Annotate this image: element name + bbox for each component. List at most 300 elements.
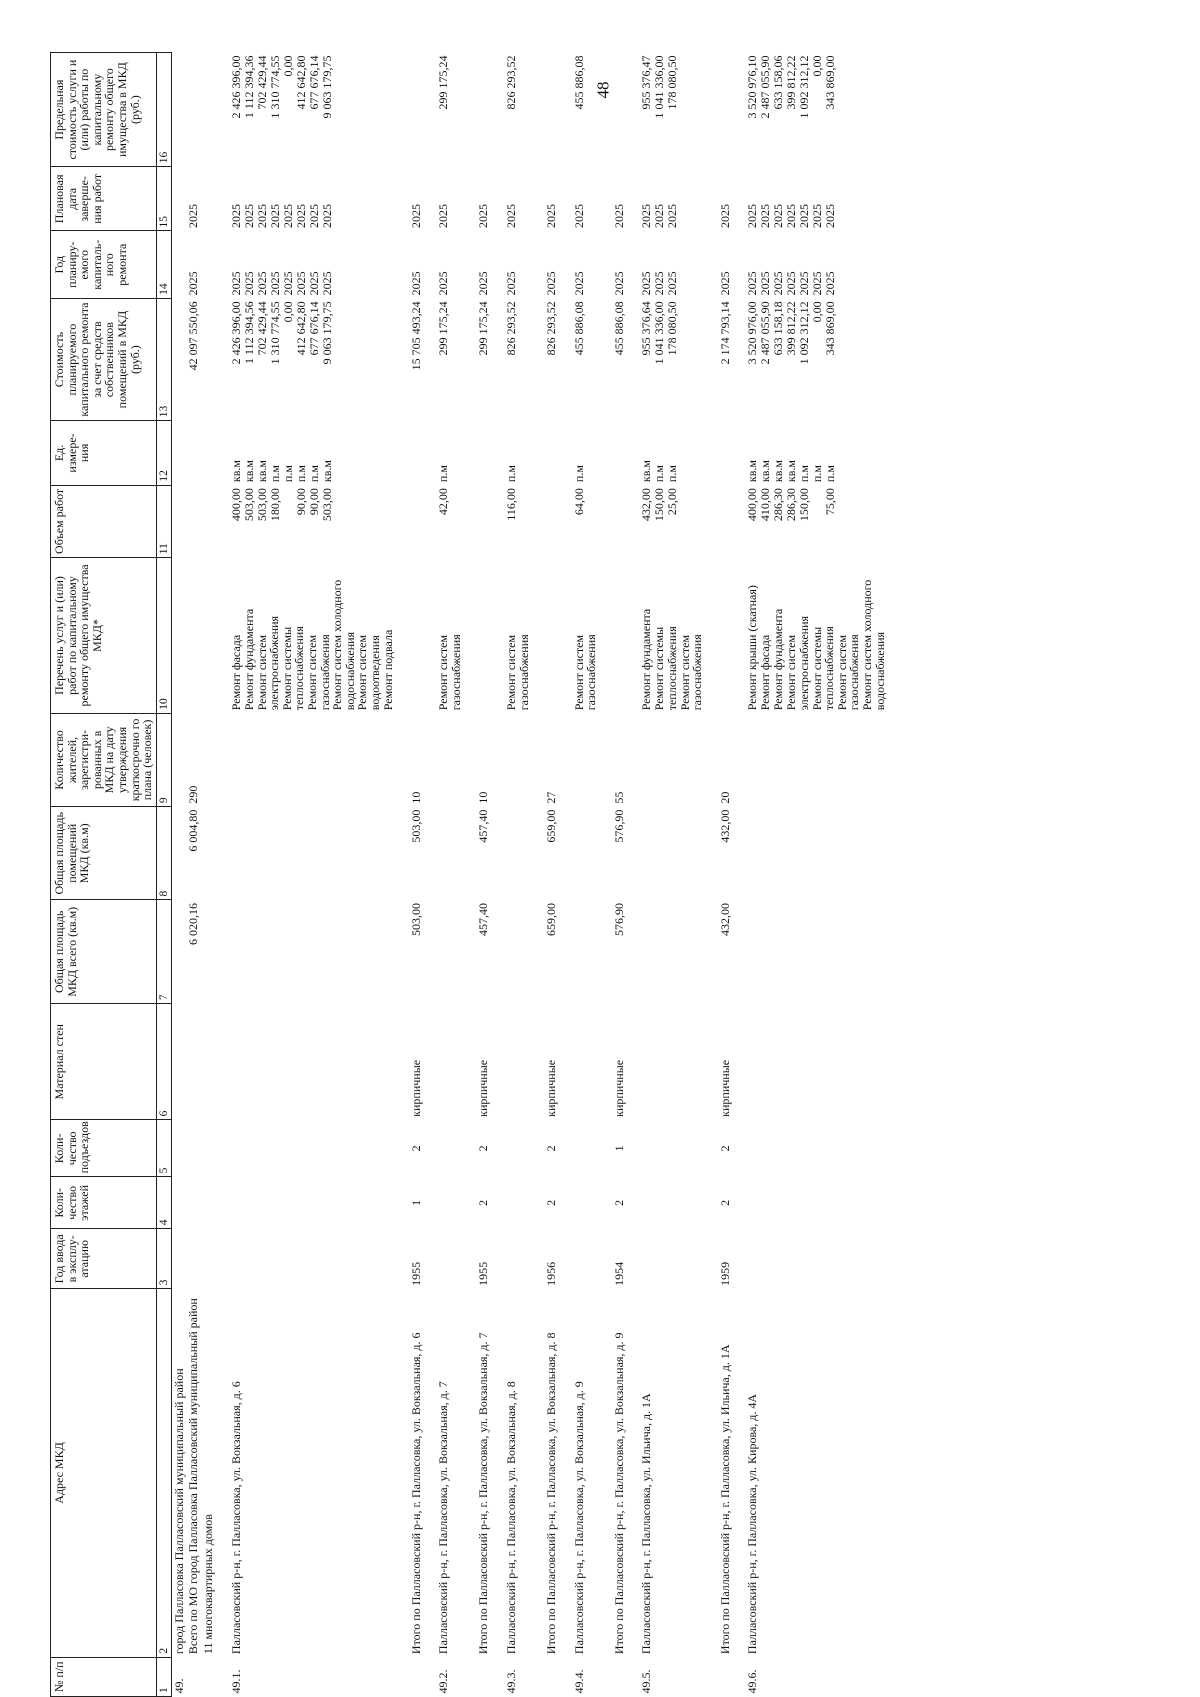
- work-year: 2025: [280, 271, 295, 296]
- work-date: 2025: [241, 204, 256, 228]
- column-header: Год ввода в эксплу-атацию: [51, 1229, 157, 1289]
- work-volume-cell: [423, 485, 463, 558]
- work-date-cell: [732, 167, 887, 231]
- house-row: [491, 53, 531, 1697]
- column-number: 11: [156, 485, 171, 558]
- house-number: 49.1.: [228, 1669, 243, 1694]
- work-name: Ремонт подвала: [380, 629, 395, 711]
- work-unit: кв.м: [745, 460, 760, 483]
- work-date-cell: [216, 167, 396, 231]
- house-number: 49.5.: [639, 1669, 654, 1694]
- floors: 2: [611, 1199, 626, 1206]
- work-date-cell: [559, 167, 599, 231]
- house-row: [732, 53, 887, 1697]
- subtotal-date: 2025: [544, 204, 559, 228]
- work-volume: 90,00: [293, 488, 308, 516]
- column-number: 7: [156, 900, 171, 1004]
- work-unit: п.м: [436, 465, 451, 483]
- column-number: 15: [156, 167, 171, 231]
- build-year: 1959: [717, 1261, 732, 1286]
- work-limit: 702 429,44: [254, 55, 269, 110]
- build-year: 1955: [476, 1261, 491, 1286]
- work-unit: кв.м: [319, 460, 334, 483]
- house-row: [216, 53, 396, 1697]
- work-year: 2025: [267, 271, 282, 296]
- total-residents: 290: [186, 785, 201, 804]
- house-row: [423, 53, 463, 1697]
- work-limit-cell: [491, 53, 531, 167]
- work-name: Ремонт фундамента: [771, 608, 786, 711]
- column-header: Коли-чество подъездов: [51, 1120, 157, 1177]
- column-number: 16: [156, 53, 171, 167]
- work-cost: 2 426 396,00: [228, 301, 243, 365]
- work-limit: 0,00: [280, 55, 295, 77]
- work-year: 2025: [652, 271, 667, 296]
- work-name: Ремонт систем газоснабжения: [304, 634, 332, 711]
- work-date: 2025: [771, 204, 786, 228]
- column-header: Количество жителей, зарегистри-рованных в МКД на дату утверждения краткосрочно го плана (человек): [51, 713, 157, 806]
- work-unit: п.м: [503, 465, 518, 483]
- section-number: 49.: [171, 1678, 186, 1694]
- column-header: Общая площадь помещений МКД (кв.м): [51, 807, 157, 900]
- area-total: 659,00: [544, 902, 559, 936]
- work-name-cell: [216, 558, 396, 714]
- column-number: 12: [156, 421, 171, 485]
- work-cost: 1 112 394,56: [241, 301, 256, 364]
- work-unit: п.м: [280, 465, 295, 483]
- work-volume: 286,30: [784, 488, 799, 522]
- work-date-cell: [491, 167, 531, 231]
- work-limit: 1 112 394,36: [241, 55, 256, 119]
- work-limit: 955 376,47: [639, 55, 654, 110]
- work-unit: кв.м: [771, 460, 786, 483]
- total-date: 2025: [186, 204, 201, 228]
- work-volume: [282, 488, 295, 555]
- house-address: Палласовский р-н, г. Палласовка, ул. Кирова, д. 4А: [745, 1393, 760, 1655]
- column-number: 2: [156, 1289, 171, 1657]
- work-volume: 64,00: [571, 488, 586, 516]
- work-cost: 3 520 976,00: [745, 301, 760, 365]
- column-number: 10: [156, 558, 171, 714]
- work-year: 2025: [797, 271, 812, 296]
- work-date: 2025: [228, 204, 243, 228]
- column-header: Год планиру-емого капиталь-ного ремонта: [51, 231, 157, 298]
- work-cost-cell: [626, 298, 704, 420]
- house-number: 49.6.: [745, 1669, 760, 1694]
- column-number: 6: [156, 1004, 171, 1120]
- header-numbers-row: [156, 53, 171, 1697]
- work-cost: 0,00: [280, 301, 295, 323]
- work-limit-cell: [626, 53, 704, 167]
- column-header: Объем работ: [51, 485, 157, 558]
- subtotal-date: 2025: [476, 204, 491, 228]
- work-cost-cell: [732, 298, 887, 420]
- work-date: 2025: [652, 204, 667, 228]
- wall-material: кирпичные: [476, 1059, 491, 1117]
- column-number: 13: [156, 298, 171, 420]
- work-volume: 150,00: [797, 488, 812, 522]
- work-volume: 150,00: [652, 488, 667, 522]
- work-year-cell: [216, 231, 396, 298]
- residents: 20: [717, 791, 732, 804]
- column-header: Адрес МКД: [51, 1289, 157, 1657]
- subtotal-year: 2025: [544, 271, 559, 296]
- subtotal-label: Итого по Палласовский р-н, г. Палласовка, ул. Вокзальная, д. 9: [611, 1332, 626, 1655]
- floors: 1: [408, 1199, 423, 1206]
- column-header: Плановая дата заверше-ния работ: [51, 167, 157, 231]
- work-cost: 677 676,14: [306, 301, 321, 356]
- total-row: [186, 53, 201, 1697]
- work-unit: п.м: [823, 465, 838, 483]
- column-header: Общая площадь МКД всего (кв.м): [51, 900, 157, 1004]
- work-volume-cell: [626, 485, 704, 558]
- header-labels-row: [51, 53, 157, 1697]
- work-year: 2025: [436, 271, 451, 296]
- work-name: Ремонт фундамента: [639, 608, 654, 711]
- work-limit: 3 520 976,10: [745, 55, 760, 119]
- work-date: 2025: [784, 204, 799, 228]
- wall-material: кирпичные: [611, 1059, 626, 1117]
- work-date: 2025: [758, 204, 773, 228]
- work-unit: п.м: [306, 465, 321, 483]
- work-year: 2025: [254, 271, 269, 296]
- residents: 27: [544, 791, 559, 804]
- work-volume: 25,00: [665, 488, 680, 516]
- work-limit-cell: [732, 53, 887, 167]
- work-unit-cell: [626, 421, 704, 485]
- work-limit: 2 487 055,90: [758, 55, 773, 119]
- work-year: 2025: [293, 271, 308, 296]
- subtotal-label: Итого по Палласовский р-н, г. Палласовка, ул. Вокзальная, д. 8: [544, 1332, 559, 1655]
- area-total: 503,00: [408, 902, 423, 936]
- area-rooms: 576,90: [611, 809, 626, 843]
- work-cost: 1 310 774,55: [267, 301, 282, 365]
- residents: 10: [476, 791, 491, 804]
- floors: 2: [717, 1199, 732, 1206]
- work-date: 2025: [665, 204, 680, 228]
- work-limit: 399 812,22: [784, 55, 799, 110]
- column-number: 1: [156, 1657, 171, 1696]
- work-date: 2025: [823, 204, 838, 228]
- work-year-cell: [626, 231, 704, 298]
- area-total: 457,40: [476, 902, 491, 936]
- work-unit: кв.м: [228, 460, 243, 483]
- work-unit-cell: [491, 421, 531, 485]
- work-limit: 412 642,80: [293, 55, 308, 110]
- house-address: Палласовский р-н, г. Палласовка, ул. Вокзальная, д. 7: [436, 1381, 451, 1655]
- house-row: [559, 53, 599, 1697]
- column-number: 4: [156, 1177, 171, 1229]
- column-header: № п/п: [51, 1657, 157, 1696]
- work-date: 2025: [319, 204, 334, 228]
- work-unit: кв.м: [254, 460, 269, 483]
- work-name: Ремонт фундамента: [241, 608, 256, 711]
- work-volume-cell: [559, 485, 599, 558]
- work-cost: 826 293,52: [503, 301, 518, 356]
- work-limit-cell: [216, 53, 396, 167]
- work-year: 2025: [639, 271, 654, 296]
- work-date: 2025: [280, 204, 295, 228]
- subtotal-row: [531, 53, 559, 1697]
- work-volume: 116,00: [503, 488, 518, 521]
- work-name-cell: [626, 558, 704, 714]
- subtotal-row: [599, 53, 627, 1697]
- entrances: 2: [408, 1145, 423, 1152]
- work-name: Ремонт системы теплоснабжения: [652, 626, 680, 711]
- work-date: 2025: [254, 204, 269, 228]
- work-date: 2025: [745, 204, 760, 228]
- subtotal-date: 2025: [717, 204, 732, 228]
- build-year: 1956: [544, 1261, 559, 1286]
- section-title: город Палласовка Палласовский муниципальный район: [171, 1368, 186, 1655]
- column-header: Стоимость планируемого капитального ремонта за счет средств собственников помещений в МКД (руб.): [51, 298, 157, 420]
- work-year-cell: [423, 231, 463, 298]
- work-date: 2025: [639, 204, 654, 228]
- work-unit: кв.м: [639, 460, 654, 483]
- work-cost: 343 869,00: [823, 301, 838, 356]
- subtotal-label: Итого по Палласовский р-н, г. Палласовка, ул. Вокзальная, д. 7: [476, 1332, 491, 1655]
- subtotal-year: 2025: [476, 271, 491, 296]
- work-limit: 1 310 774,55: [267, 55, 282, 119]
- house-number: 49.4.: [571, 1669, 586, 1694]
- subtotal-date: 2025: [408, 204, 423, 228]
- subtotal-cost: 299 175,24: [476, 301, 491, 356]
- area-rooms: 503,00: [408, 809, 423, 843]
- work-date: 2025: [503, 204, 518, 228]
- residents: 55: [611, 791, 626, 804]
- work-date: 2025: [267, 204, 282, 228]
- work-unit: кв.м: [758, 460, 773, 483]
- work-unit: п.м: [810, 465, 825, 483]
- work-name: Ремонт систем газоснабжения: [571, 634, 599, 711]
- work-date: 2025: [436, 204, 451, 228]
- area-rooms: 457,40: [476, 809, 491, 843]
- work-year: 2025: [745, 271, 760, 296]
- work-name-cell: [423, 558, 463, 714]
- work-cost: 1 041 336,00: [652, 301, 667, 365]
- work-volume: 503,00: [319, 488, 334, 522]
- work-date: 2025: [810, 204, 825, 228]
- work-cost: 702 429,44: [254, 301, 269, 356]
- work-limit: 0,00: [810, 55, 825, 77]
- entrances: 2: [544, 1145, 559, 1152]
- work-unit-cell: [559, 421, 599, 485]
- work-cost: 299 175,24: [436, 301, 451, 356]
- work-date: 2025: [306, 204, 321, 228]
- work-year: 2025: [241, 271, 256, 296]
- page-number: 48: [593, 81, 613, 99]
- total-label: Всего по МО город Палласовка Палласовский муниципальный район: [186, 1298, 201, 1655]
- work-name-cell: [559, 558, 599, 714]
- work-unit-cell: [216, 421, 396, 485]
- work-cost: 0,00: [810, 301, 825, 323]
- work-cost: 2 487 055,90: [758, 301, 773, 365]
- work-cost: 399 812,22: [784, 301, 799, 356]
- subtotal-year: 2025: [408, 271, 423, 296]
- total-area: 6 020,16: [186, 902, 201, 945]
- subtotal-label: Итого по Палласовский р-н, г. Палласовка, ул. Вокзальная, д. 6: [408, 1332, 423, 1655]
- work-cost: 9 063 179,75: [319, 301, 334, 365]
- work-cost: 178 080,50: [665, 301, 680, 356]
- work-name: Ремонт системы теплоснабжения: [279, 626, 307, 711]
- work-name: Ремонт систем газоснабжения: [834, 634, 862, 711]
- work-cost-cell: [559, 298, 599, 420]
- work-volume: 432,00: [639, 488, 654, 522]
- work-date: 2025: [571, 204, 586, 228]
- work-limit: 633 158,06: [771, 55, 786, 110]
- work-volume: 410,00: [758, 488, 773, 522]
- subtotal-cost: 826 293,52: [544, 301, 559, 356]
- work-name: Ремонт фасада: [228, 634, 243, 711]
- work-volume-cell: [491, 485, 531, 558]
- work-date-cell: [626, 167, 704, 231]
- work-name: Ремонт систем газоснабжения: [677, 634, 705, 711]
- residents: 10: [408, 791, 423, 804]
- subtotal-cost: 2 174 793,14: [717, 301, 732, 365]
- work-name: Ремонт фасада: [758, 634, 773, 711]
- column-header: Материал стен: [51, 1004, 157, 1120]
- work-year: 2025: [810, 271, 825, 296]
- work-cost-cell: [216, 298, 396, 420]
- column-number: 8: [156, 807, 171, 900]
- work-volume-cell: [216, 485, 396, 558]
- work-year: 2025: [306, 271, 321, 296]
- work-volume: 400,00: [228, 488, 243, 522]
- subtotal-label: Итого по Палласовский р-н, г. Палласовка, ул. Ильича, д. 1А: [717, 1344, 732, 1655]
- work-volume: 286,30: [771, 488, 786, 522]
- wall-material: кирпичные: [717, 1059, 732, 1117]
- work-year: 2025: [665, 271, 680, 296]
- floors: 2: [544, 1199, 559, 1206]
- work-cost: 955 376,64: [639, 301, 654, 356]
- rotated-page: [50, 52, 1150, 1697]
- work-year: 2025: [571, 271, 586, 296]
- work-volume: 503,00: [254, 488, 269, 522]
- subtotal-row: [463, 53, 491, 1697]
- work-name: Ремонт систем холодного водоснабжения: [330, 579, 357, 711]
- work-year: 2025: [319, 271, 334, 296]
- subtotal-row: [396, 53, 424, 1697]
- work-unit: п.м: [652, 465, 667, 483]
- houses-count-row: [201, 53, 216, 1697]
- work-cost: 412 642,80: [293, 301, 308, 356]
- area-rooms: 659,00: [544, 809, 559, 843]
- work-limit: 2 426 396,00: [228, 55, 243, 119]
- house-number: 49.3.: [503, 1669, 518, 1694]
- houses-count: 11 многоквартирных домов: [201, 1514, 215, 1655]
- work-name: Ремонт систем электроснабжения: [784, 615, 812, 711]
- work-unit-cell: [732, 421, 887, 485]
- house-address: Палласовский р-н, г. Палласовка, ул. Вокзальная, д. 9: [571, 1381, 586, 1655]
- work-unit: кв.м: [241, 460, 256, 483]
- table-body: [171, 53, 887, 1697]
- column-number: 14: [156, 231, 171, 298]
- work-unit: п.м: [571, 465, 586, 483]
- section-row: [171, 53, 186, 1697]
- work-unit: кв.м: [784, 460, 799, 483]
- entrances: 2: [476, 1145, 491, 1152]
- work-limit: 299 175,24: [436, 55, 451, 110]
- subtotal-row: [705, 53, 733, 1697]
- work-name: Ремонт систем газоснабжения: [436, 634, 463, 711]
- capital-repair-table: [50, 52, 887, 1697]
- work-limit: 178 080,50: [665, 55, 680, 110]
- total-area-rooms: 6 004,80: [186, 809, 201, 852]
- entrances: 1: [611, 1145, 626, 1152]
- house-address: Палласовский р-н, г. Палласовка, ул. Вокзальная, д. 6: [228, 1381, 243, 1655]
- work-name: Ремонт системы теплоснабжения: [809, 626, 837, 711]
- work-year-cell: [491, 231, 531, 298]
- house-address: Палласовский р-н, г. Палласовка, ул. Ильича, д. 1А: [639, 1393, 654, 1655]
- entrances: 2: [717, 1145, 732, 1152]
- work-name: Ремонт систем электроснабжения: [254, 615, 282, 711]
- build-year: 1955: [408, 1261, 423, 1286]
- work-year: 2025: [758, 271, 773, 296]
- work-year: 2025: [823, 271, 838, 296]
- work-year: 2025: [228, 271, 243, 296]
- column-header: Коли-чество этажей: [51, 1177, 157, 1229]
- work-limit: 9 063 179,75: [319, 55, 334, 119]
- work-limit-cell: [559, 53, 599, 167]
- work-unit: п.м: [797, 465, 812, 483]
- total-cost: 42 097 550,06: [186, 301, 201, 371]
- subtotal-year: 2025: [717, 271, 732, 296]
- column-number: 5: [156, 1120, 171, 1177]
- column-number: 3: [156, 1229, 171, 1289]
- house-number: 49.2.: [436, 1669, 451, 1694]
- work-volume-cell: [732, 485, 887, 558]
- area-total: 576,90: [611, 902, 626, 936]
- work-year: 2025: [771, 271, 786, 296]
- work-limit: 826 293,52: [503, 55, 518, 110]
- work-cost: 633 158,18: [771, 301, 786, 356]
- work-year: 2025: [784, 271, 799, 296]
- wall-material: кирпичные: [544, 1059, 559, 1117]
- work-limit: 677 676,14: [306, 55, 321, 110]
- work-volume: 503,00: [241, 488, 256, 522]
- work-unit: п.м: [267, 465, 282, 483]
- work-limit-cell: [423, 53, 463, 167]
- column-number: 9: [156, 713, 171, 806]
- work-date-cell: [423, 167, 463, 231]
- area-rooms: 432,00: [717, 809, 732, 843]
- work-year-cell: [732, 231, 887, 298]
- work-volume: 90,00: [306, 488, 321, 516]
- work-name-cell: [491, 558, 531, 714]
- work-limit: 343 869,00: [823, 55, 838, 110]
- work-name: Ремонт систем холодного водоснабжения: [860, 579, 887, 711]
- total-year: 2025: [186, 271, 201, 296]
- work-limit: 1 092 312,12: [797, 55, 812, 119]
- work-name-cell: [732, 558, 887, 714]
- subtotal-cost: 15 705 493,24: [408, 301, 423, 371]
- work-date: 2025: [293, 204, 308, 228]
- work-limit: 1 041 336,00: [652, 55, 667, 119]
- build-year: 1954: [611, 1261, 626, 1286]
- work-volume: 180,00: [267, 488, 282, 522]
- work-cost: 1 092 312,12: [797, 301, 812, 365]
- column-header: Перечень услуг и (или) работ по капитальному ремонту общего имущества МКД*: [51, 558, 157, 714]
- work-volume: 75,00: [823, 488, 838, 516]
- subtotal-cost: 455 886,08: [611, 301, 626, 356]
- work-year-cell: [559, 231, 599, 298]
- work-name: Ремонт систем газоснабжения: [503, 634, 531, 711]
- column-header: Предельная стоимость услуги и (или) работы по капитальному ремонту общего имущества в МКД (руб.): [51, 53, 157, 167]
- floors: 2: [476, 1199, 491, 1206]
- work-unit-cell: [423, 421, 463, 485]
- work-unit: п.м: [665, 465, 680, 483]
- house-row: [626, 53, 704, 1697]
